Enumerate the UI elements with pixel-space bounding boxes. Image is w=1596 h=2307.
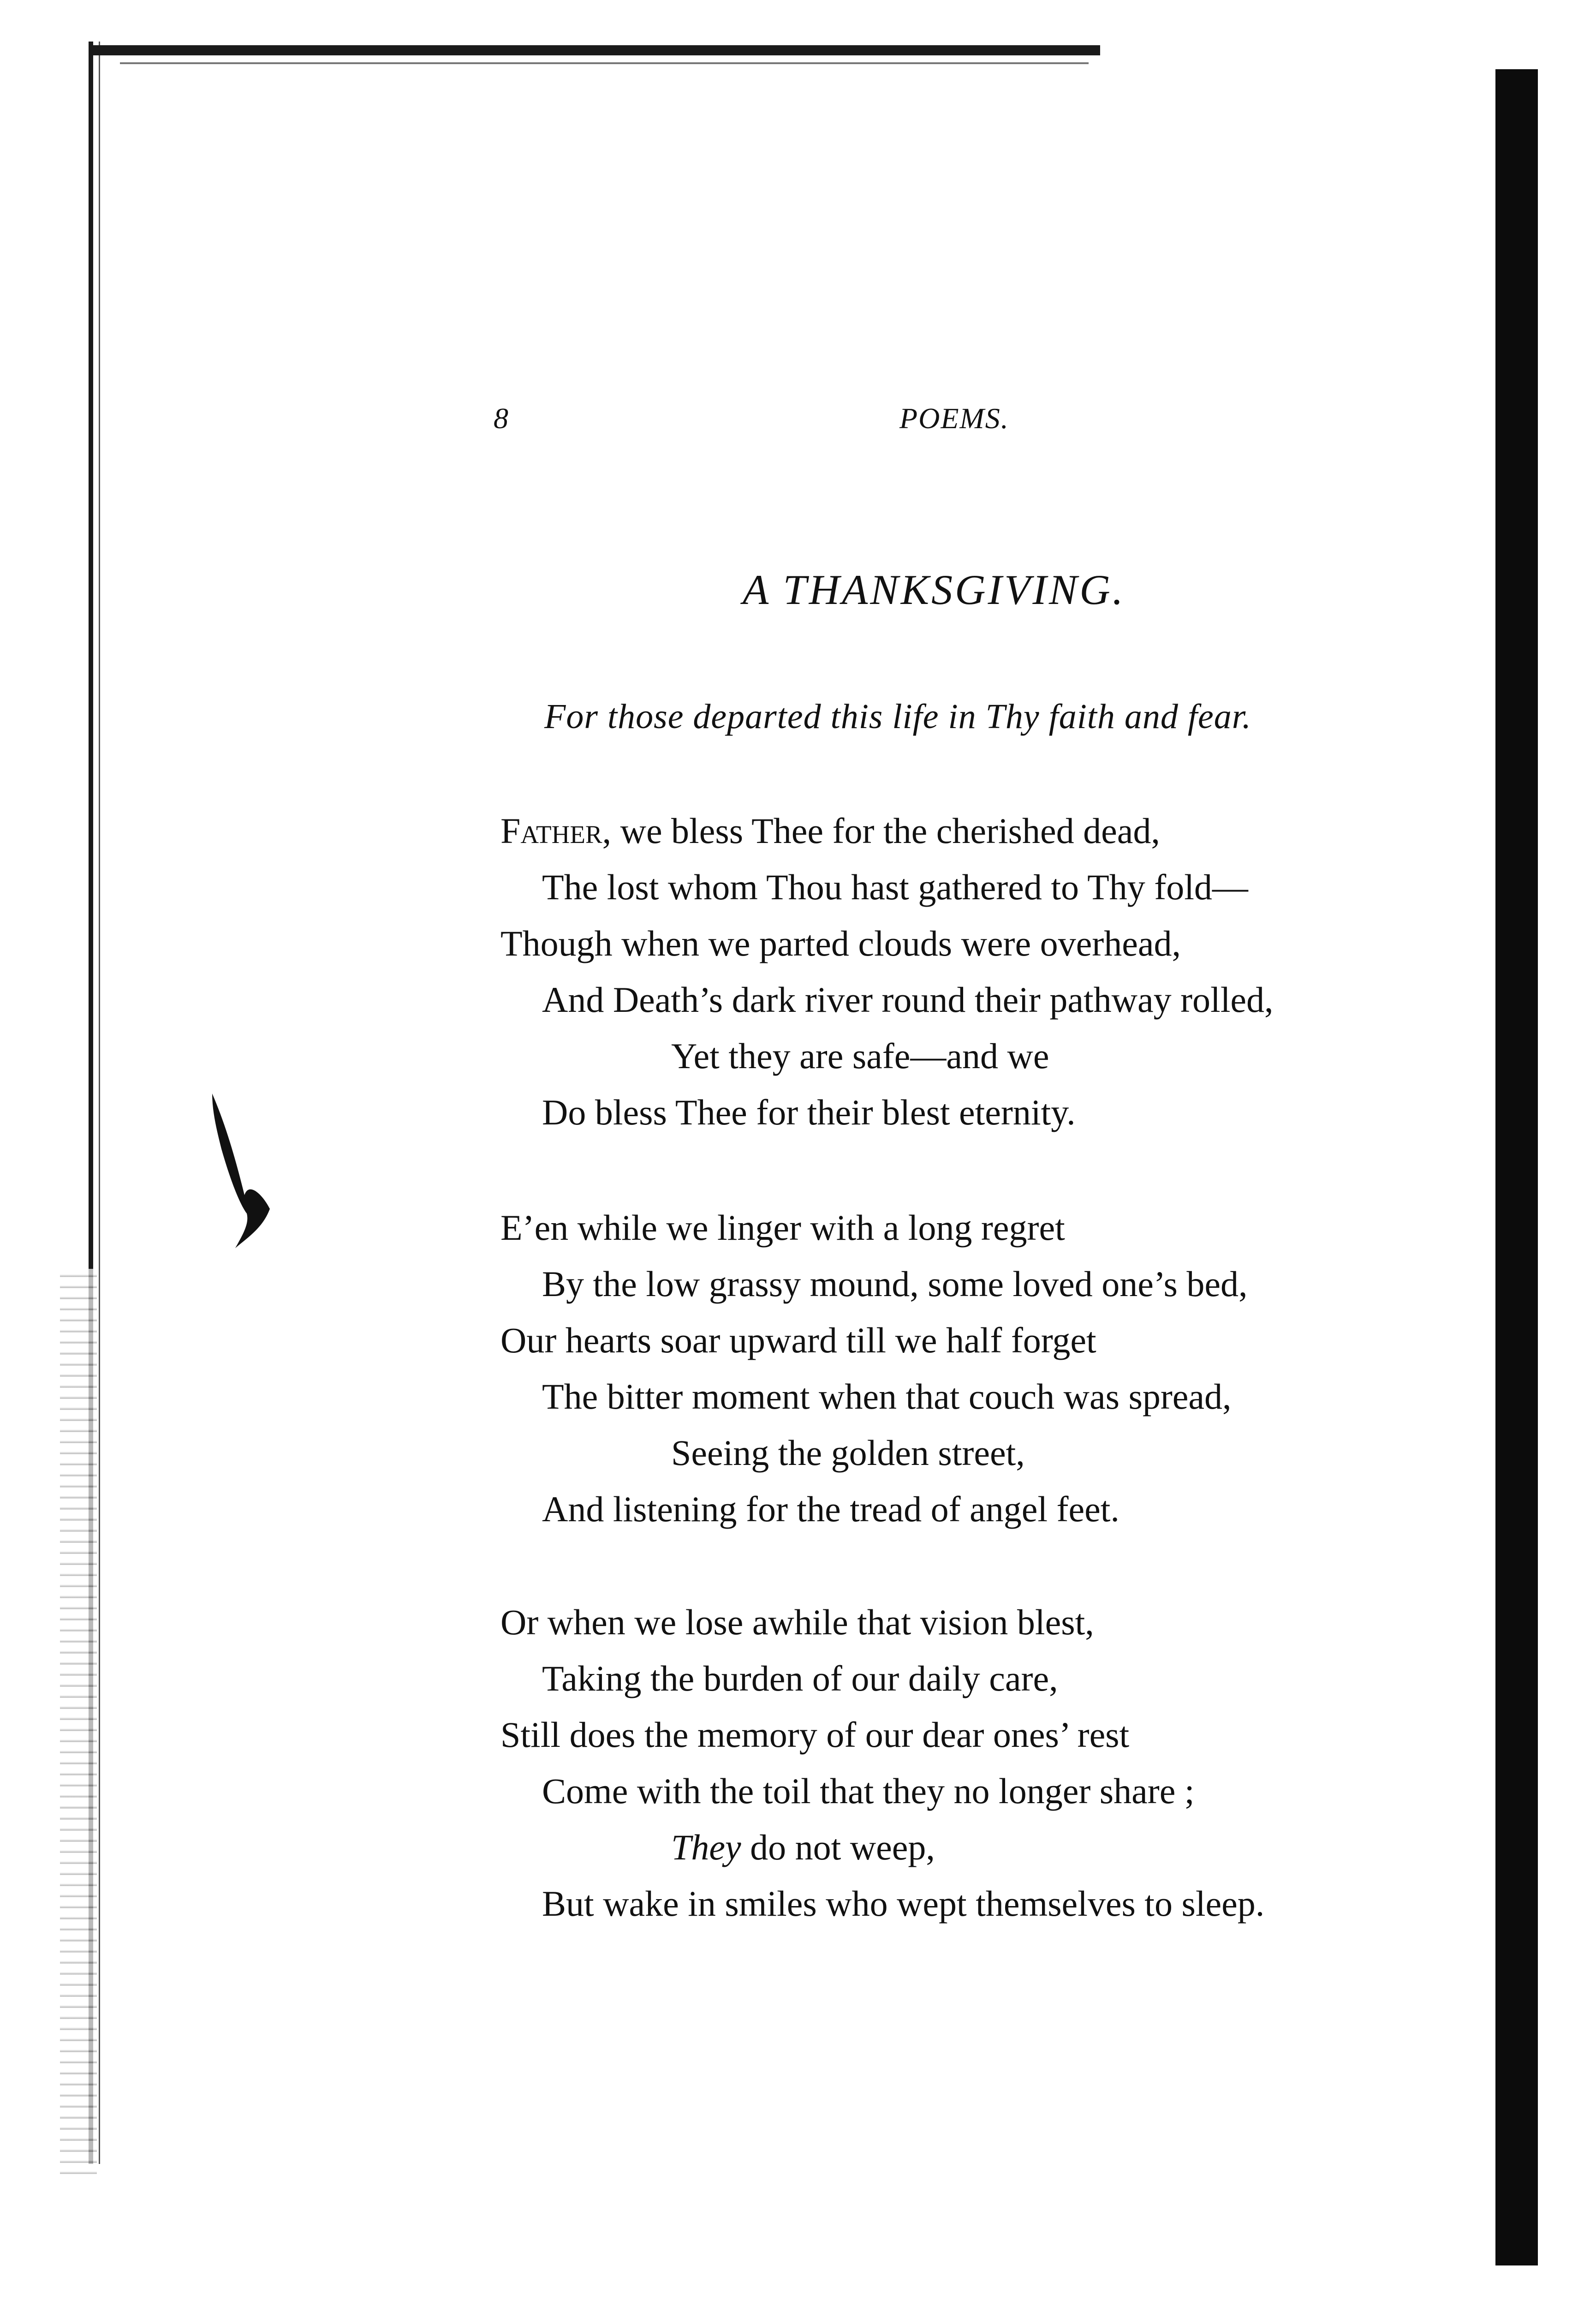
verse-line: Still does the memory of our dear ones’ rest [500, 1715, 1130, 1755]
verse-line: Though when we parted clouds were overhead, [500, 923, 1181, 963]
top-scan-line [120, 62, 1089, 64]
top-scan-bar [92, 45, 1100, 55]
verse-line: Taking the burden of our daily care, [542, 1658, 1058, 1698]
verse-line: And Death’s dark river round their pathway rolled, [542, 980, 1274, 1020]
running-head: POEMS. [899, 402, 1009, 435]
verse-line: Seeing the golden street, [671, 1433, 1025, 1473]
stanza-1 [500, 803, 1469, 1141]
verse-line: And listening for the tread of angel feet. [542, 1489, 1120, 1529]
verse-line [500, 803, 1469, 859]
verse-line: But wake in smiles who wept themselves to sleep. [542, 1883, 1265, 1924]
stanza-2 [500, 1200, 1469, 1537]
verse-line: Yet they are safe—and we [671, 1036, 1049, 1076]
verse-line: Or when we lose awhile that vision blest, [500, 1602, 1094, 1642]
verse-line: The bitter moment when that couch was spread, [542, 1376, 1232, 1416]
verse-line: E’en while we linger with a long regret [500, 1207, 1065, 1248]
verse-line: The lost whom Thou hast gathered to Thy fold— [542, 867, 1248, 907]
verse-line: Come with the toil that they no longer share ; [542, 1771, 1195, 1811]
binding-edge-line [99, 42, 100, 2164]
stanza-3 [500, 1594, 1469, 1932]
verse-text: do not weep, [741, 1827, 935, 1867]
verse-line [500, 1819, 1469, 1876]
ink-mark-icon [194, 1089, 295, 1255]
verse-lead-word: Father, [500, 811, 612, 851]
verse-text: we bless Thee for the cherished dead, [611, 811, 1160, 851]
verse-lead-word: They [671, 1827, 741, 1867]
right-scan-edge [1495, 69, 1538, 2265]
page-header [0, 401, 1596, 443]
page-number: 8 [494, 402, 508, 435]
verse-line: Our hearts soar upward till we half forget [500, 1320, 1096, 1360]
poem-title: A THANKSGIVING. [743, 566, 1126, 613]
verse-line: Do bless Thee for their blest eternity. [542, 1092, 1076, 1132]
margin-speckle [60, 1269, 97, 2182]
verse-line: By the low grassy mound, some loved one’s bed, [542, 1264, 1248, 1304]
poem-epigraph: For those departed this life in Thy faith and fear. [544, 697, 1251, 736]
